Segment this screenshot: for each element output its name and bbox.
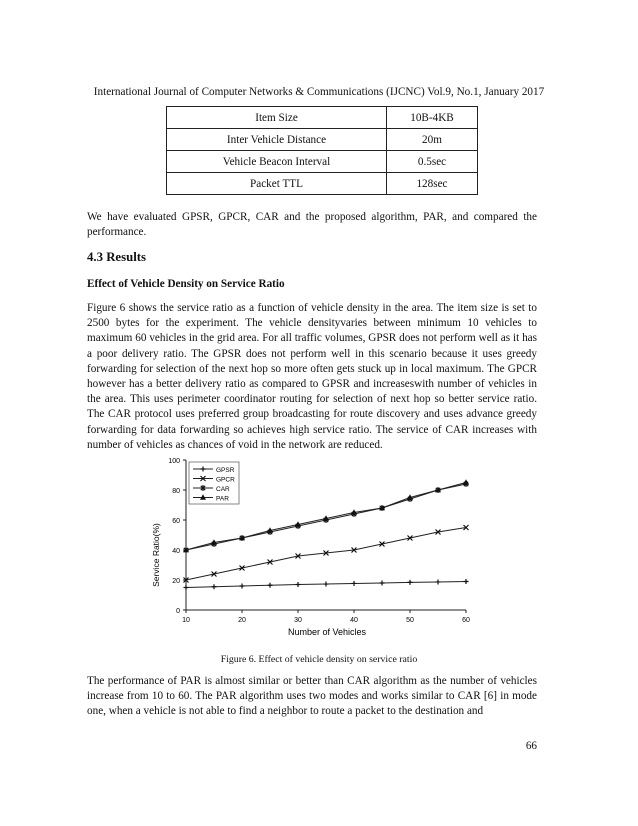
x-axis-label: Number of Vehicles [287,627,367,637]
x-tick-label: 10 [182,617,190,624]
legend-marker [200,485,206,491]
table-cell: Packet TTL [167,173,387,195]
table-cell: 128sec [387,173,478,195]
page-number: 66 [525,740,537,752]
discussion-paragraph: The performance of PAR is almost similar or better than CAR algorithm as the number of vehicles increase from 10 to 60. The PAR algorithm uses two modes and works similar to CAR [6] in mode one, when a vehicle is not able to find a neighbor to route a packet to the destination and [87,675,537,718]
x-tick-label: 60 [462,617,470,624]
legend-label: GPSR [216,466,235,474]
table-row [167,107,478,129]
y-tick-label: 100 [168,458,180,465]
table-cell: Item Size [167,107,387,129]
y-tick-label: 80 [172,488,180,495]
legend-label: PAR [216,495,229,503]
table-row [167,151,478,173]
y-axis-label: Service Ratio(%) [151,523,161,587]
table-cell: Vehicle Beacon Interval [167,151,387,173]
y-tick-label: 0 [176,608,180,615]
data-point [240,584,245,589]
data-point [268,583,273,588]
table-row [167,173,478,195]
y-tick-label: 60 [172,518,180,525]
table-cell: 0.5sec [387,151,478,173]
data-point [436,579,441,584]
x-tick-label: 50 [406,617,414,624]
data-point [184,585,189,590]
x-tick-label: 30 [294,617,302,624]
table-cell: 20m [387,129,478,151]
figure-caption: Figure 6. Effect of vehicle density on service ratio [220,654,418,665]
parameters-table [166,106,478,195]
service-ratio-chart [146,452,486,644]
data-point [212,584,217,589]
chart-legend [189,462,239,504]
legend-label: GPCR [216,476,235,484]
legend-label: CAR [216,485,230,493]
series-gpcr [184,525,469,583]
y-tick-label: 40 [172,548,180,555]
table-row [167,129,478,151]
section-heading: 4.3 Results [87,250,147,264]
data-point [408,580,413,585]
x-tick-label: 20 [238,617,246,624]
data-point [380,581,385,586]
data-point [324,582,329,587]
data-point [464,579,469,584]
data-point [296,582,301,587]
intro-paragraph: We have evaluated GPSR, GPCR, CAR and the proposed algorithm, PAR, and compared the performance. [87,211,537,239]
table-cell: 10B-4KB [387,107,478,129]
table-cell: Inter Vehicle Distance [167,129,387,151]
results-paragraph: Figure 6 shows the service ratio as a function of vehicle density in the area. The item size is set to 2500 bytes for the experiment. The vehicle densityvaries between minimum 10 vehicles to maximum 60 vehicles in the grid area. For all traffic volumes, GPSR does not perform well as it has a poor delivery ratio. The GPSR does not perform well in this scenario because it uses greedy forwarding for selection of the next hop so more often gets stuck up in local maximum. The GPCR however has a better delivery ratio as compared to GPSR and increaseswith number of vehicles in the area. This uses perimeter coordinator routing for selection of next hop so better service ratio. The CAR protocol uses preferred group broadcasting for route discovery and uses advance greedy forwarding for data forwarding so achieves high service ratio. The service of CAR increases with number of vehicles as chances of void in the network are reduced. [87,302,537,451]
series-gpsr [184,579,469,590]
page-header: International Journal of Computer Networks & Communications (IJCNC) Vol.9, No.1, January 2017 [93,86,545,98]
data-point [352,581,357,586]
x-tick-label: 40 [350,617,358,624]
y-tick-label: 20 [172,578,180,585]
subsection-heading: Effect of Vehicle Density on Service Ratio [87,278,285,290]
